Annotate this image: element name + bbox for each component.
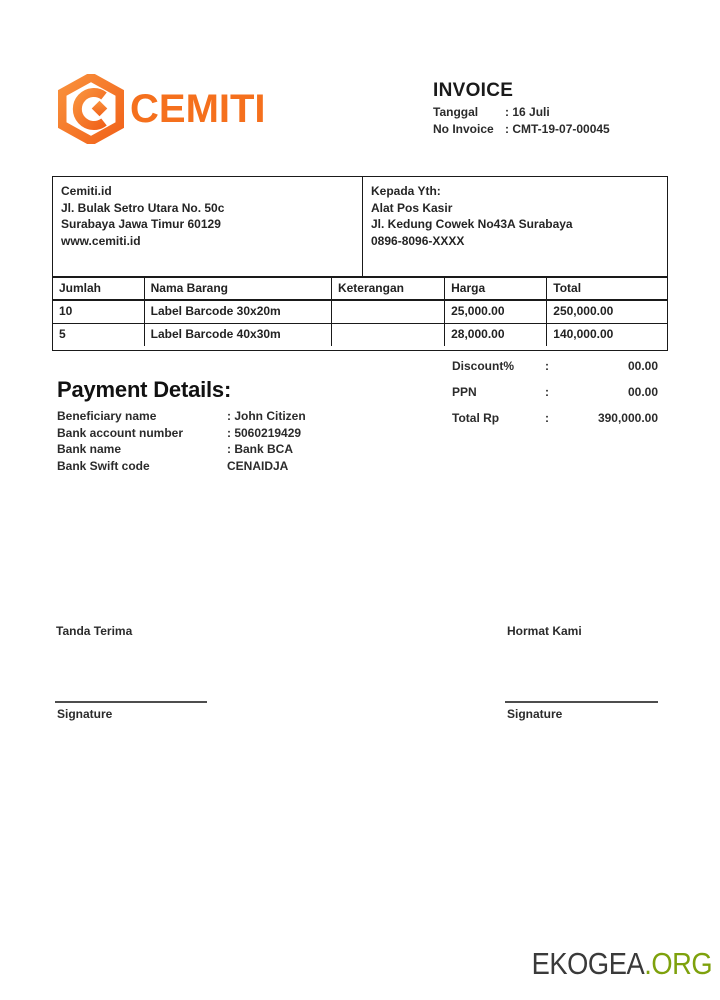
footer-brand-dark: EKOGEA xyxy=(531,946,645,981)
bank-swift-value: CENAIDJA xyxy=(227,458,289,473)
invoice-body-box xyxy=(52,176,668,351)
bank-account-label: Bank account number xyxy=(57,425,184,440)
colon: : xyxy=(505,122,509,136)
seller-line: Jl. Bulak Setro Utara No. 50c xyxy=(61,200,225,215)
invoice-title: INVOICE xyxy=(433,80,514,101)
buyer-line: Jl. Kedung Cowek No43A Surabaya xyxy=(371,217,573,231)
grand-total-value: 390,000.00 xyxy=(597,411,658,425)
hormat-kami-label: Hormat Kami xyxy=(507,624,582,638)
payment-details-section xyxy=(57,377,357,474)
col-header-total: Total xyxy=(547,277,667,300)
footer-brand xyxy=(531,946,712,982)
table-row xyxy=(53,323,667,346)
totals-section xyxy=(452,358,658,436)
grand-total-label: Total Rp xyxy=(452,411,500,425)
invoice-date-label: Tanggal xyxy=(433,105,479,119)
cell-total: 140,000.00 xyxy=(547,323,667,346)
bank-name-row xyxy=(57,441,357,458)
beneficiary-name-row xyxy=(57,408,357,425)
cell-item-name: Label Barcode 30x20m xyxy=(144,300,331,323)
seller-line: Cemiti.id xyxy=(61,184,112,198)
number-text: CMT-19-07-00045 xyxy=(512,122,610,136)
items-header-row xyxy=(53,277,667,300)
invoice-number-row xyxy=(433,123,673,136)
col-header-jumlah: Jumlah xyxy=(53,277,144,300)
items-table xyxy=(53,276,667,346)
ppn-value: 00.00 xyxy=(627,385,658,399)
buyer-address xyxy=(363,177,667,276)
colon: : xyxy=(545,359,549,373)
colon: : xyxy=(545,385,549,399)
cell-price: 28,000.00 xyxy=(445,323,547,346)
seller-line: Surabaya Jawa Timur 60129 xyxy=(61,217,221,231)
company-logo xyxy=(58,74,266,144)
cell-price: 25,000.00 xyxy=(445,300,547,323)
invoice-date-value xyxy=(505,106,550,119)
tanda-terima-label: Tanda Terima xyxy=(56,624,133,638)
discount-label: Discount% xyxy=(452,359,515,373)
signature-line-left xyxy=(55,701,207,703)
cell-total: 250,000.00 xyxy=(547,300,667,323)
footer-brand-suffix: .ORG xyxy=(644,946,712,981)
date-text: 16 Juli xyxy=(512,105,550,119)
brand-name: CEMITI xyxy=(130,86,266,131)
beneficiary-name-value: : John Citizen xyxy=(227,409,306,423)
colon: : xyxy=(505,105,509,119)
bank-account-value: : 5060219429 xyxy=(227,425,302,440)
bank-swift-row xyxy=(57,458,357,475)
payment-details-title: Payment Details: xyxy=(57,377,232,402)
grand-total-row xyxy=(452,410,658,426)
buyer-line: Kepada Yth: xyxy=(371,184,441,198)
col-header-harga: Harga xyxy=(445,277,547,300)
invoice-number-value xyxy=(505,123,610,136)
cell-note xyxy=(331,323,444,346)
seller-address xyxy=(53,177,363,276)
bank-name-value: : Bank BCA xyxy=(227,442,294,456)
colon: : xyxy=(545,411,549,425)
ppn-row xyxy=(452,384,658,400)
discount-row xyxy=(452,358,658,374)
signature-line-right xyxy=(505,701,658,703)
invoice-date-row xyxy=(433,106,673,119)
signature-caption-left: Signature xyxy=(57,707,113,721)
discount-value: 00.00 xyxy=(627,359,658,373)
cell-qty: 5 xyxy=(53,323,144,346)
cell-qty: 10 xyxy=(53,300,144,323)
payment-rows xyxy=(57,408,357,474)
signature-caption-right: Signature xyxy=(507,707,563,721)
seller-line: www.cemiti.id xyxy=(61,233,141,248)
cell-note xyxy=(331,300,444,323)
buyer-line: Alat Pos Kasir xyxy=(371,200,453,215)
buyer-line: 0896-8096-XXXX xyxy=(371,233,465,248)
ppn-label: PPN xyxy=(452,385,477,399)
col-header-nama-barang: Nama Barang xyxy=(144,277,331,300)
address-section xyxy=(53,177,667,276)
beneficiary-name-label: Beneficiary name xyxy=(57,409,157,423)
hexagon-c-logo-icon xyxy=(58,74,124,144)
cell-item-name: Label Barcode 40x30m xyxy=(144,323,331,346)
invoice-header xyxy=(433,80,673,136)
bank-swift-label: Bank Swift code xyxy=(57,458,150,473)
bank-account-row xyxy=(57,425,357,442)
invoice-number-label: No Invoice xyxy=(433,122,494,136)
col-header-keterangan: Keterangan xyxy=(331,277,444,300)
table-row xyxy=(53,300,667,323)
bank-name-label: Bank name xyxy=(57,442,122,456)
